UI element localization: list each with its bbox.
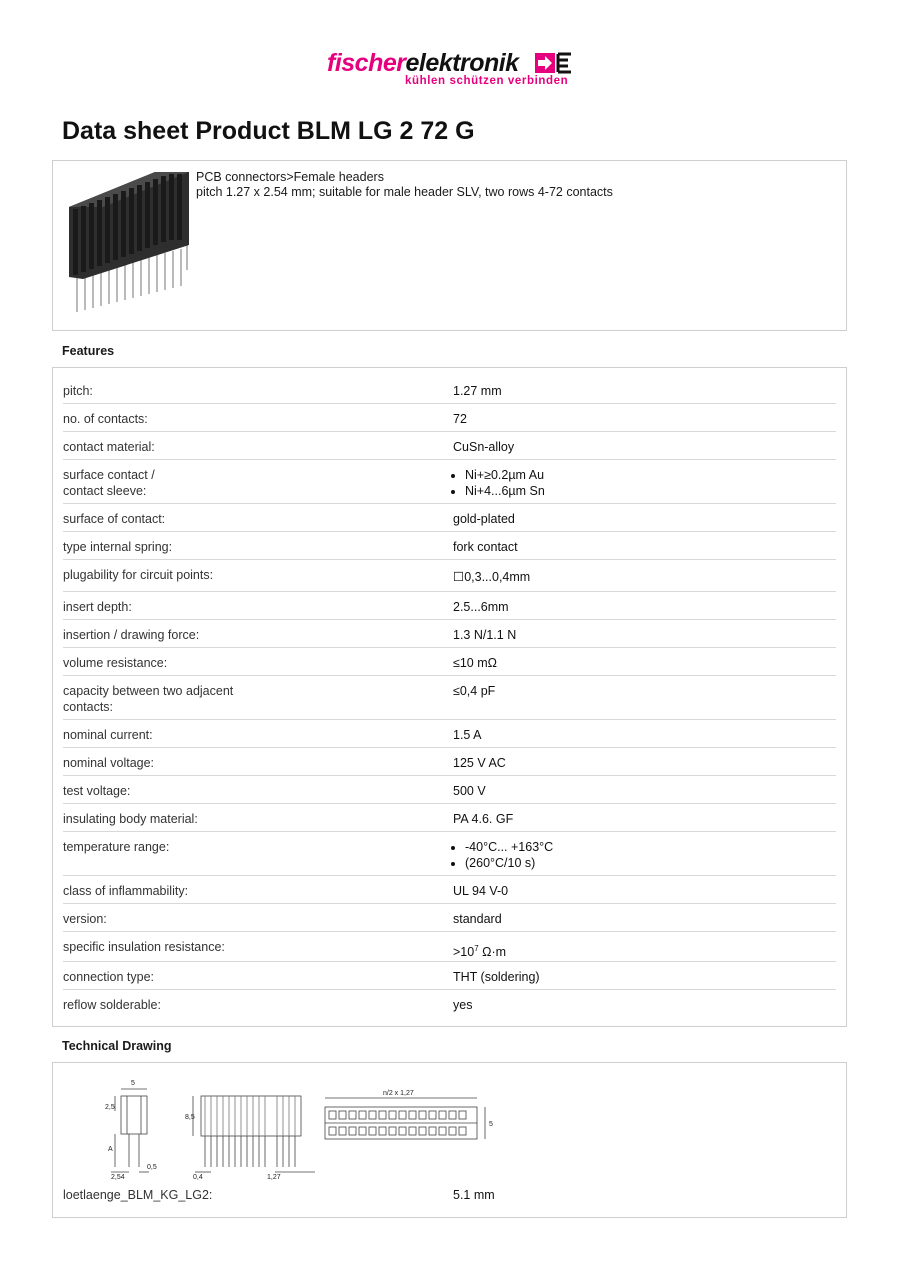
feature-value: 125 V AC (453, 756, 506, 770)
feature-value: standard (453, 912, 502, 926)
feature-label: specific insulation resistance: (63, 940, 225, 954)
table-row (63, 376, 836, 404)
logo-tagline: kühlen schützen verbinden (405, 75, 569, 87)
feature-value: THT (soldering) (453, 970, 540, 984)
solder-length-label: loetlaenge_BLM_KG_LG2: (63, 1188, 213, 1202)
feature-value: 1.5 A (453, 728, 482, 742)
feature-value: gold-plated (453, 512, 515, 526)
dim-side-pitch: 2,54 (111, 1174, 125, 1181)
solder-length-value: 5.1 mm (453, 1188, 495, 1202)
feature-value-list (453, 467, 836, 503)
table-row (63, 832, 836, 876)
table-row (63, 504, 836, 532)
technical-drawing-box (52, 1062, 847, 1218)
feature-label: insert depth: (63, 600, 132, 614)
technical-drawing (93, 1071, 533, 1183)
table-row (63, 560, 836, 592)
table-row (63, 648, 836, 676)
dim-top-length: n/2 x 1,27 (383, 1090, 414, 1097)
features-heading: Features (62, 344, 115, 358)
feature-value: ☐0,3...0,4mm (453, 570, 531, 584)
front-view (193, 1096, 315, 1172)
table-row (63, 804, 836, 832)
feature-label: nominal current: (63, 728, 153, 742)
table-row (63, 676, 836, 720)
table-row (63, 432, 836, 460)
feature-label: volume resistance: (63, 656, 168, 670)
table-row (63, 776, 836, 804)
feature-value: ≤10 mΩ (453, 656, 497, 670)
feature-label: version: (63, 912, 107, 926)
feature-value: fork contact (453, 540, 518, 554)
table-row (63, 404, 836, 432)
list-item: • (260°C/10 s) (465, 855, 836, 871)
logo-brand-part1: fischer (327, 49, 406, 77)
feature-label: reflow solderable: (63, 998, 161, 1012)
company-logo (327, 48, 577, 90)
feature-value: 500 V (453, 784, 486, 798)
list-item: • Ni+≥0.2µm Au (465, 467, 836, 483)
top-view (325, 1098, 485, 1139)
feature-value: ≤0,4 pF (453, 684, 496, 698)
product-intro (52, 160, 847, 331)
table-row (63, 720, 836, 748)
side-view (111, 1089, 149, 1172)
resistance-exponent: 7 (474, 944, 479, 953)
feature-label: surface contact / contact sleeve: (63, 468, 155, 498)
feature-label: contact material: (63, 440, 155, 454)
table-row (63, 990, 836, 1018)
technical-drawing-heading: Technical Drawing (62, 1039, 172, 1053)
table-row (63, 876, 836, 904)
product-image (65, 167, 195, 322)
feature-value: 1.27 mm (453, 384, 502, 398)
features-table (52, 367, 847, 1027)
dim-side-a: A (108, 1146, 113, 1153)
feature-label: insulating body material: (63, 812, 198, 826)
dim-top-width: 5 (489, 1121, 493, 1128)
feature-value: 1.3 N/1.1 N (453, 628, 517, 642)
logo-wordmark (327, 48, 519, 78)
dim-side-top: 5 (131, 1080, 135, 1087)
page-title: Data sheet Product BLM LG 2 72 G (62, 117, 475, 145)
feature-value-list (453, 839, 836, 875)
feature-value: 72 (453, 412, 467, 426)
feature-label: pitch: (63, 384, 93, 398)
table-row (63, 460, 836, 504)
feature-label: no. of contacts: (63, 412, 148, 426)
feature-label: test voltage: (63, 784, 131, 798)
dim-front-pin: 0,4 (193, 1174, 203, 1181)
list-item: • Ni+4...6µm Sn (465, 483, 836, 499)
dim-front-height: 8,5 (185, 1114, 195, 1121)
table-row (63, 620, 836, 648)
table-row (63, 532, 836, 560)
feature-label: connection type: (63, 970, 155, 984)
feature-value: PA 4.6. GF (453, 812, 514, 826)
list-item: • -40°C... +163°C (465, 839, 836, 855)
dim-side-left: 2,5 (105, 1104, 115, 1111)
feature-value: UL 94 V-0 (453, 884, 509, 898)
feature-label: nominal voltage: (63, 756, 155, 770)
logo-arrow-icon (535, 52, 575, 74)
feature-label: surface of contact: (63, 512, 166, 526)
feature-label: class of inflammability: (63, 884, 189, 898)
feature-value: CuSn-alloy (453, 440, 515, 454)
logo-brand-part2: elektronik (405, 49, 519, 77)
feature-value: 2.5...6mm (453, 600, 509, 614)
feature-value (453, 939, 836, 961)
table-row (63, 748, 836, 776)
feature-label: plugability for circuit points: (63, 568, 214, 582)
feature-value: yes (453, 998, 473, 1012)
product-category: PCB connectors>Female headers (196, 170, 384, 184)
table-row (63, 932, 836, 962)
dim-side-pin: 0,5 (147, 1164, 157, 1171)
table-row (63, 962, 836, 990)
resistance-base: >10 (453, 945, 475, 960)
feature-label: type internal spring: (63, 540, 173, 554)
resistance-unit: Ω·m (478, 945, 507, 960)
product-description: pitch 1.27 x 2.54 mm; suitable for male header SLV, two rows 4-72 contacts (196, 185, 613, 199)
feature-label: insertion / drawing force: (63, 628, 200, 642)
dim-front-pitch: 1,27 (267, 1174, 281, 1181)
table-row (63, 904, 836, 932)
feature-label: capacity between two adjacent contacts: (63, 684, 234, 714)
feature-label: temperature range: (63, 840, 170, 854)
table-row (63, 592, 836, 620)
